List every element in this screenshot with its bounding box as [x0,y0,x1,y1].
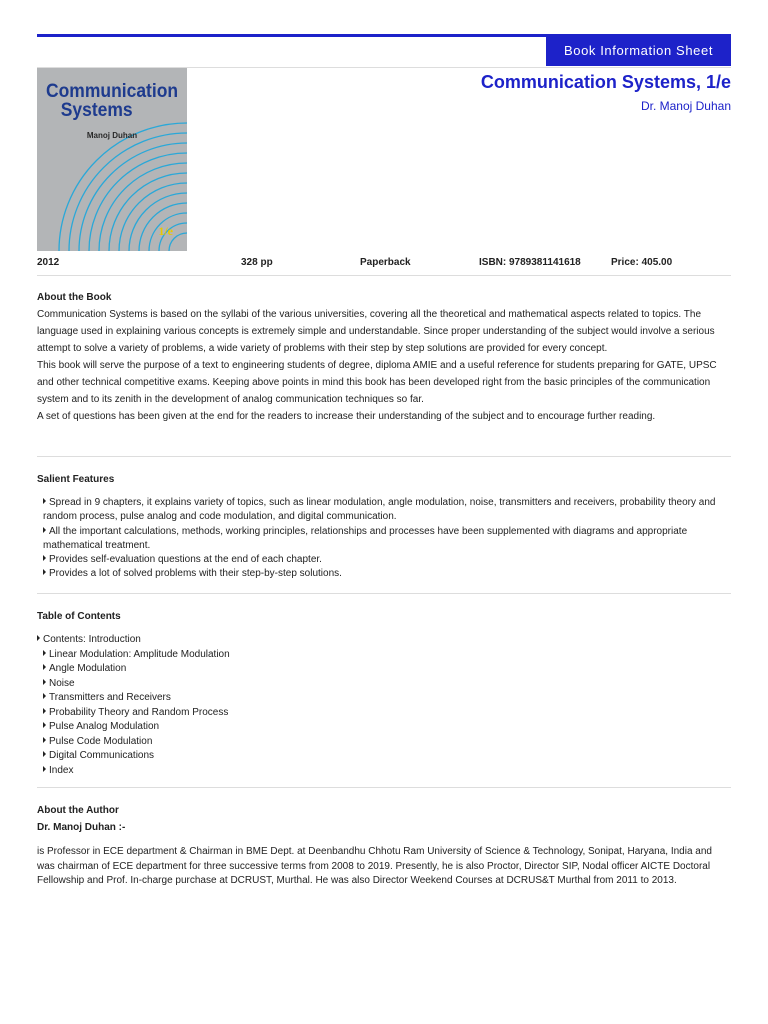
list-item [37,648,731,663]
toc-entry: Index [49,764,74,776]
feature-text: Provides self-evaluation questions at the end of each chapter. [49,554,322,566]
about-book-heading: About the Book [37,292,112,303]
bullet-icon [43,751,46,757]
toc-entry: Noise [49,677,75,689]
bullet-icon [43,569,46,575]
features-list [37,496,731,582]
bullet-icon [43,527,46,533]
about-paragraph: This book will serve the purpose of a text to engineering students of degree, diploma AMIE and a useful reference for students preparing for GATE, UPSC and other technical competitive exams. Keeping above points in mind this book has been developed right from the basic principles of the communication system and to its zenith in the development of analog communication techniques so far. [37,360,717,405]
list-item [37,633,731,648]
divider [37,593,731,594]
sheet-type-label: Book Information Sheet [546,36,731,66]
toc-entry: Contents: Introduction [43,634,141,645]
cover-title [46,82,178,120]
toc-entry: Pulse Analog Modulation [49,721,160,732]
about-book-text [37,306,731,425]
bullet-icon [43,737,46,743]
list-item [37,706,731,721]
bullet-icon [43,722,46,728]
publication-year: 2012 [37,257,60,268]
list-item [37,496,731,525]
list-item [37,567,731,581]
cover-edition: 1/e [158,224,173,238]
bullet-icon [43,664,46,670]
page-count: 328 pp [241,257,273,268]
cover-wave-ring [129,193,187,251]
about-author-heading: About the Author [37,805,119,816]
book-title: Communication Systems, 1/e [480,72,731,92]
list-item [37,691,731,706]
bullet-icon [43,498,46,504]
toc-entry: Linear Modulation: Amplitude Modulation [49,648,230,660]
about-paragraph: A set of questions has been given at the end for the readers to increase their understanding of the subject and to encourage further reading. [37,411,656,422]
about-paragraph: Communication Systems is based on the syllabi of the various universities, covering all the theoretical and mathematical aspects related to topics. The language used in explaining various concepts is extremely simple and understandable. Since proper understanding of the subject would involve a serious attempt to solve a variety of problems, a wide variety of problems with their step by step solutions are provided for every concept. [37,309,715,354]
cover-wave-ring [99,163,187,251]
divider [37,787,731,788]
isbn: ISBN: 9789381141618 [479,257,581,268]
price: Price: 405.00 [611,257,673,268]
bullet-icon [43,766,46,772]
toc-entry: Transmitters and Receivers [49,692,171,703]
cover-title-line1: Communication [46,81,179,102]
list-item [37,525,731,554]
cover-title-line2: Systems [60,100,133,121]
feature-text: Spread in 9 chapters, it explains variety of topics, such as linear modulation, angle modulation, noise, transmitters and receivers, probability theory and random process, pulse analog and code modulation, and digital communication. [43,497,716,523]
divider [37,275,731,276]
bullet-icon [37,635,40,641]
list-item [37,764,731,779]
toc-entry: Probability Theory and Random Process [49,706,229,718]
list-item [37,735,731,750]
divider [37,456,731,457]
feature-text: All the important calculations, methods, working principles, relationships and processes have been supplemented with diagrams and appropriate mathematical treatment. [43,525,688,551]
toc-entry: Pulse Code Modulation [49,735,153,747]
author-name: Dr. Manoj Duhan :- [37,822,126,833]
bullet-icon [43,555,46,561]
toc-entry: Angle Modulation [49,663,127,674]
toc-entry: Digital Communications [49,750,155,761]
list-item [37,720,731,735]
book-author: Dr. Manoj Duhan [640,99,731,113]
list-item [37,749,731,764]
features-heading: Salient Features [37,474,115,485]
cover-author: Manoj Duhan [86,131,138,140]
list-item [37,662,731,677]
toc-heading: Table of Contents [37,611,121,622]
list-item [37,553,731,567]
book-cover-image [37,68,187,251]
bullet-icon [43,650,46,656]
feature-text: Provides a lot of solved problems with their step-by-step solutions. [49,568,342,580]
bullet-icon [43,679,46,685]
list-item [37,677,731,692]
bullet-icon [43,693,46,699]
binding-type: Paperback [360,257,411,268]
bullet-icon [43,708,46,714]
author-bio: is Professor in ECE department & Chairman in BME Dept. at Deenbandhu Chhotu Ram University of Science & Technology, Sonipat, Haryana, India and was chairman of ECE department for three successive terms from 2008 to 2019. Presently, he is also Proctor, Director SIP, Nodal officer AICTE Doctoral Fellowship and Prof. In-charge purchase at DCRUST, Murthal. He was also Director Weekend Courses at DCRUS&T Murthal from 2011 to 2013. [37,846,712,886]
toc-list [37,633,731,778]
cover-wave-ring [109,173,187,251]
